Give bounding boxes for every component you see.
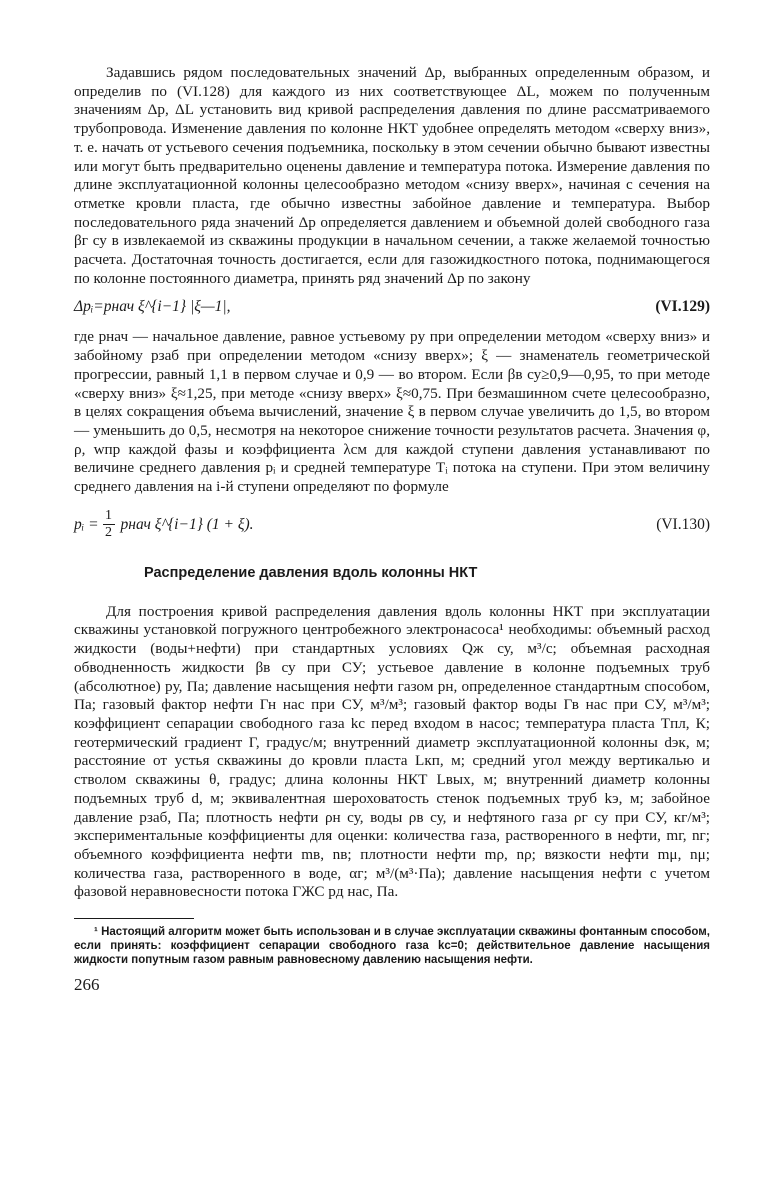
fraction [103,508,115,541]
formula-lhs: pᵢ = [74,515,99,533]
fraction-denominator: 2 [105,525,113,541]
formula-expression: Δpᵢ=pнач ξ^{i−1} |ξ—1|, [74,298,231,316]
footnote: ¹ Настоящий алгоритм может быть использован и в случае эксплуатации скважины фонтанным способом, если принять: коэффициент сепарации свободного газа kс=0; действительное давление насыщения жидкости попутным газом равным равновесному давлению насыщения нефти. [74,926,710,967]
footnote-rule [74,918,194,919]
paragraph-definitions: где pнач — начальное давление, равное устьевому pу при определении методом «сверху вниз» и забойному pзаб при определении методом «снизу вверх»; ξ — знаменатель геометрической прогрессии, равный 1,1 в первом случае и 0,9 — во втором. Если βв су≥0,9—0,95, то при методе «сверху вниз» ξ≈1,25, при методе «снизу вверх» ξ≈0,75. При безмашинном счете целесообразно, в целях сокращения объема вычислений, значение ξ в первом случае увеличить до 1,5, во втором — уменьшить до 0,5, несмотря на некоторое снижение точности результатов расчета. Значения φ, ρ, wпр каждой фазы и коэффициента λсм для каждой ступени давления устанавливают по величине среднего давления pᵢ и средней температуре Tᵢ потока на ступени. При этом величину среднего давления на i-й ступени определяют по формуле [74,328,710,496]
document-page [74,64,710,1164]
fraction-numerator: 1 [105,508,113,524]
formula-number: (VI.130) [656,515,710,533]
section-heading: Распределение давления вдоль колонны НКТ [144,564,478,581]
formula-number: (VI.129) [655,298,710,316]
paragraph-requirements: Для построения кривой распределения давления вдоль колонны НКТ при эксплуатации скважины установкой погружного центробежного электронасоса¹ необходимы: объемный расход жидкости (воды+нефти) при стандартных условиях Qж су, м³/с; объемная расходная обводненность жидкости βв су при СУ; устьевое давление в колонне подъемных труб (абсолютное) pу, Па; давление насыщения нефти газом pн, определенное стандартным способом, Па; газовый фактор нефти Гн нас при СУ, м³/м³; газовый фактор воды Гв нас при СУ, м³/м³; коэффициент сепарации свободного газа kс перед входом в насос; температура пласта Tпл, К; геотермический градиент Г, градус/м; внутренний диаметр эксплуатационной колонны dэк, м; расстояние от устья скважины до кровли пласта Lкп, м; средний угол между вертикалью и стволом скважины θ, градус; длина колонны НКТ Lвых, м; внутренний диаметр колонны подъемных труб d, м; эквивалентная шероховатость стенок подъемных труб kэ, м; забойное давление pзаб, Па; плотность нефти ρн су, воды ρв су, и нефтяного газа ρг су при СУ, кг/м³; экспериментальные коэффициенты для оценки: количества газа, растворенного в нефти, mг, nг; объемного коэффициента нефти mв, nв; плотности нефти mρ, nρ; вязкости нефти mμ, nμ; количества газа, растворенного в воде, αг; м³/(м³·Па); давление насыщения нефти с учетом фазовой неравновесности потока ГЖС pд нас, Па. [74,602,710,901]
formula-rhs: pнач ξ^{i−1} (1 + ξ). [120,515,254,533]
formula-vi-129 [74,298,710,320]
formula-expression [74,508,254,541]
formula-vi-130 [74,505,710,545]
paragraph-intro: Задавшись рядом последовательных значений Δp, выбранных определенным образом, и определив по (VI.128) для каждого из них соответствующее ΔL, можем по полученным значениям Δp, ΔL установить вид кривой распределения давления по длине рассматриваемого трубопровода. Изменение давления по колонне НКТ удобнее определять методом «сверху вниз», т. е. начать от устьевого сечения подъемника, поскольку в этом сечении обычно бывают известны или могут быть предварительно оценены давление и температура потока. Измерение давления по длине эксплуатационной колонны целесообразно методом «снизу вверх», начиная с сечения на отметке кровли пласта, где обычно известны забойное давление и температура. Выбор последовательного ряда значений Δp определяется давлением и объемной долей свободного газа βг су в извлекаемой из скважины продукции в начальном сечении, а также желаемой точностью расчета. Достаточная точность достигается, если для газожидкостного потока, поднимающегося по колонне постоянного диаметра, принять ряд значений Δp по закону [74,64,710,287]
page-number: 266 [74,975,100,995]
